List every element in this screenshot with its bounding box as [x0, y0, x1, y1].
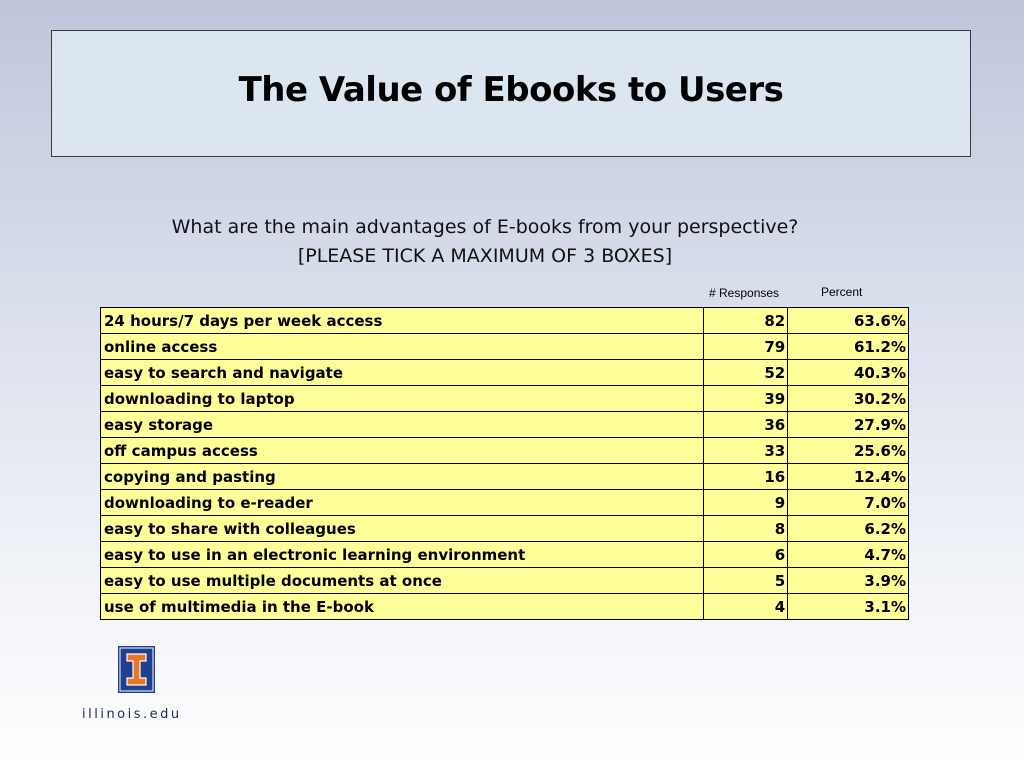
row-responses: 9 — [704, 490, 788, 516]
row-label: copying and pasting — [101, 464, 704, 490]
table-row — [101, 334, 909, 360]
row-responses: 52 — [704, 360, 788, 386]
row-percent: 30.2% — [788, 386, 909, 412]
responses-column-header: # Responses — [709, 286, 780, 300]
row-label: easy storage — [101, 412, 704, 438]
row-percent: 61.2% — [788, 334, 909, 360]
survey-question — [100, 213, 870, 271]
table-row — [101, 386, 909, 412]
table-row — [101, 412, 909, 438]
row-responses: 8 — [704, 516, 788, 542]
row-percent: 7.0% — [788, 490, 909, 516]
row-label: use of multimedia in the E-book — [101, 594, 704, 620]
row-label: easy to use in an electronic learning environment — [101, 542, 704, 568]
row-label: downloading to laptop — [101, 386, 704, 412]
table-row — [101, 438, 909, 464]
advantages-table — [100, 307, 909, 620]
table-row — [101, 308, 909, 334]
row-percent: 40.3% — [788, 360, 909, 386]
percent-column-header: Percent — [821, 285, 863, 299]
row-label: off campus access — [101, 438, 704, 464]
row-responses: 4 — [704, 594, 788, 620]
row-responses: 5 — [704, 568, 788, 594]
row-responses: 16 — [704, 464, 788, 490]
table-row — [101, 594, 909, 620]
illinois-block-i-icon — [118, 646, 155, 693]
row-label: easy to use multiple documents at once — [101, 568, 704, 594]
row-percent: 6.2% — [788, 516, 909, 542]
row-responses: 39 — [704, 386, 788, 412]
row-percent: 27.9% — [788, 412, 909, 438]
table-row — [101, 568, 909, 594]
row-responses: 82 — [704, 308, 788, 334]
row-percent: 3.1% — [788, 594, 909, 620]
table-row — [101, 516, 909, 542]
table-row — [101, 464, 909, 490]
row-percent: 12.4% — [788, 464, 909, 490]
row-label: easy to share with colleagues — [101, 516, 704, 542]
row-responses: 33 — [704, 438, 788, 464]
row-percent: 63.6% — [788, 308, 909, 334]
row-responses: 79 — [704, 334, 788, 360]
table-row — [101, 542, 909, 568]
title-box — [51, 30, 971, 157]
row-responses: 36 — [704, 412, 788, 438]
question-line-1: What are the main advantages of E-books from your perspective? — [171, 216, 799, 238]
question-line-2: [PLEASE TICK A MAXIMUM OF 3 BOXES] — [297, 245, 673, 267]
row-percent: 25.6% — [788, 438, 909, 464]
illinois-edu-wordmark: illinois.edu — [82, 707, 182, 722]
row-responses: 6 — [704, 542, 788, 568]
row-label: downloading to e-reader — [101, 490, 704, 516]
row-label: easy to search and navigate — [101, 360, 704, 386]
table-row — [101, 490, 909, 516]
table-row — [101, 360, 909, 386]
slide-title: The Value of Ebooks to Users — [238, 69, 784, 110]
row-label: 24 hours/7 days per week access — [101, 308, 704, 334]
row-percent: 4.7% — [788, 542, 909, 568]
row-label: online access — [101, 334, 704, 360]
row-percent: 3.9% — [788, 568, 909, 594]
